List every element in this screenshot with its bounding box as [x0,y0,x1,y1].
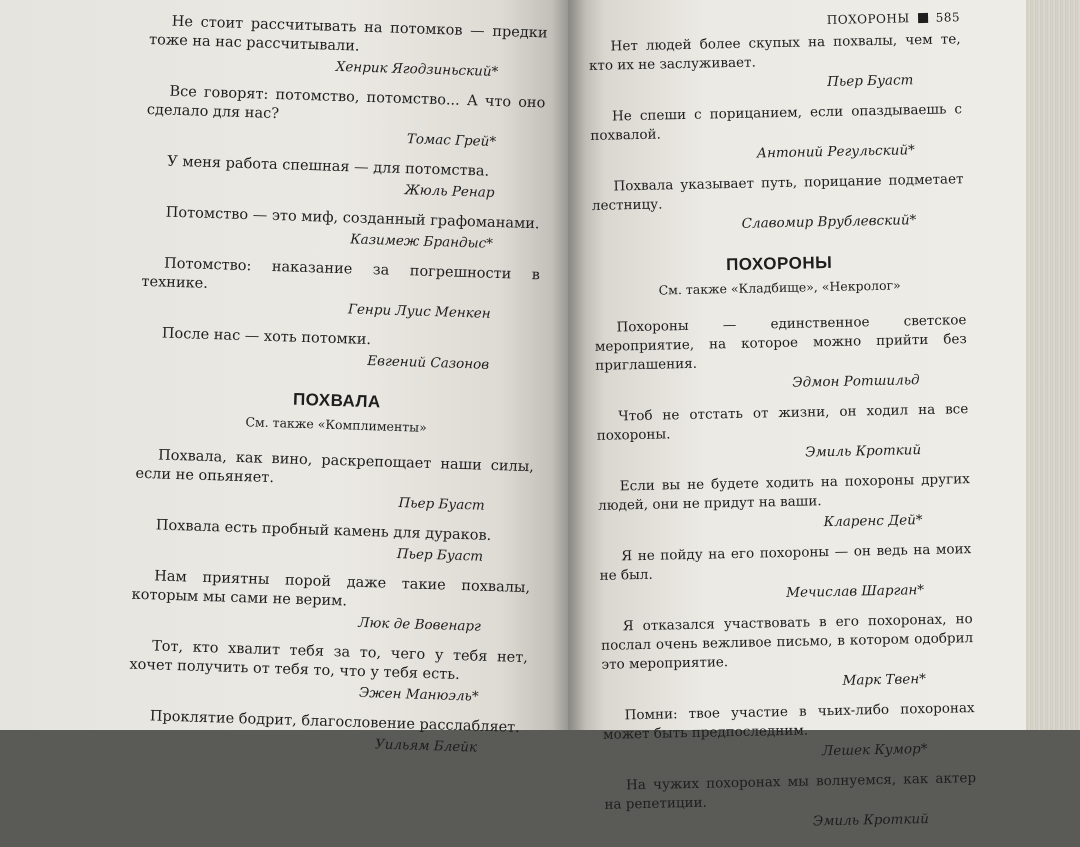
quote-text: После нас — хоть потомки. [161,325,372,349]
left-quotes-before [139,12,548,375]
quote-text: Похвала есть пробный камень для дураков. [155,517,492,544]
quote [604,769,977,835]
running-head-section: ПОХОРОНЫ [826,11,910,27]
page-number: 585 [935,10,961,25]
quote [146,82,546,152]
quote-author: Марк Твен* [842,671,927,689]
quote-text: Потомство — это миф, созданный графоманами. [165,204,540,233]
quote [127,707,526,758]
quote [591,170,964,236]
gutter-shadow [552,0,586,730]
quote [139,324,538,375]
quote [588,30,961,96]
quote [598,470,971,536]
see-also-note: См. также «Кладбище», «Некролог» [658,277,901,298]
left-page [0,0,568,756]
page-edges [1026,0,1080,730]
quote-author: Томас Грей* [406,131,497,150]
right-quotes-after [594,311,977,835]
section-title: ПОХВАЛА [292,389,382,412]
quote-author: Хенрик Ягодзиньский* [335,58,499,80]
quote-text: На чужих похоронах мы волнуемся, как актер на репетиции. [604,770,977,813]
right-page [568,0,1026,830]
quote-text: Все говорят: потомство, потомство... А что оно сделало для нас? [146,83,546,123]
quote-author: Славомир Врублевский* [741,212,917,232]
quote-text: Чтоб не отстать от жизни, он ходил на все похороны. [596,401,969,444]
quote-author: Лешек Кумор* [821,741,928,760]
quote-text: Нет людей более скупых на похвалы, чем те, кто их не заслуживает. [588,31,961,74]
quote-text: Тот, кто хвалит тебя за то, чего у тебя нет, хочет получить от тебя то, что у тебя есть. [129,638,529,684]
quote [596,400,969,466]
quote-author: Кларенс Дей* [823,512,923,531]
quote-author: Генри Луис Менкен [347,301,491,322]
quote-text: Потомство: наказание за погрешности в технике. [141,255,541,292]
quote-author: Эжен Манюэль* [358,684,479,705]
quote-author: Люк де Вовенарг [358,614,482,635]
quote-text: Помни: твое участие в чьих-либо похоронах может быть предпоследним. [602,700,975,743]
quote [144,152,543,203]
quote [590,100,963,166]
right-text-block [588,10,977,847]
quote [143,203,542,254]
quote-text: Не стоит рассчитывать на потомков — предки тоже на нас рассчитывали. [148,13,548,55]
quote [148,12,548,82]
quote-text: Не спеши с порицанием, если опаздываешь с похвалой. [590,101,963,144]
quote-text: Нам приятны порой даже такие похвалы, которым мы сами не верим. [131,568,531,610]
right-quotes-before [588,30,964,236]
quote-text: Я не пойду на его похороны — он ведь на моих не был. [599,541,972,584]
quote-author: Пьер Буаст [398,495,485,514]
quote-author: Эдмон Ротшильд [792,372,920,391]
quote [594,311,968,396]
left-quotes-after [127,446,534,758]
quote-author: Евгений Сазонов [367,353,490,373]
quote-author: Уильям Блейк [374,736,478,756]
section-title: ПОХОРОНЫ [725,252,833,275]
quote-author: Мечислав Шарган* [786,582,925,601]
quote-text: Похвала, как вино, раскрепощает наши силы, если не опьяняет. [135,447,535,487]
quote [133,516,532,567]
left-text-block [127,12,548,770]
quote-author: Эмиль Кроткий [805,442,922,461]
quote [129,637,529,707]
quote-text: Если вы не будете ходить на похороны других людей, они не придут на ваши. [598,471,970,514]
quote [602,699,975,765]
quote [131,567,531,637]
quote-author: Эмиль Кроткий [812,811,930,830]
quote [141,254,541,324]
see-also-note: См. также «Комплименты» [245,414,428,435]
quote-text: Проклятие бодрит, благословение расслабляет. [149,708,521,736]
quote [135,446,535,516]
quote-author: Казимеж Брандыс* [349,231,494,252]
quote [599,540,972,606]
quote-author: Пьер Буаст [827,72,914,91]
quote-author: Пьер Буаст [396,546,484,565]
quote-text: У меня работа спешная — для потомства. [167,153,490,180]
quote-author: Жюль Ренар [404,182,495,201]
quote-author: Антоний Регульский* [756,142,916,162]
running-head [588,10,960,32]
quote-text: Я отказался участвовать в его похоронах, но послал очень вежливое письмо, в котором одобрил это мероприятие. [600,611,974,673]
quote-text: Похороны — единственное светское мероприятие, на которое можно прийти без приглашения. [594,312,967,374]
square-bullet-icon [918,13,928,23]
quote [601,610,975,695]
quote-text: Похвала указывает путь, порицание подметает лестницу. [591,171,964,214]
